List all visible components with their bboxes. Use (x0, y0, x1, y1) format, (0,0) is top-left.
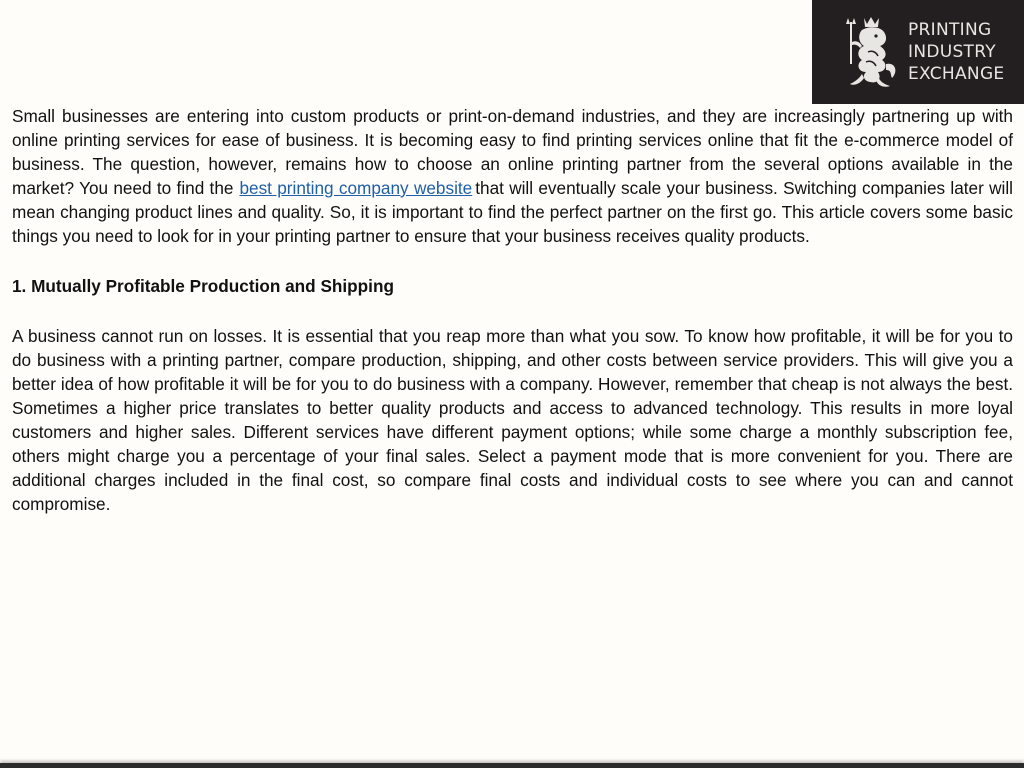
best-printing-company-link[interactable]: best printing company website (239, 178, 473, 198)
heraldic-lion-icon (842, 12, 902, 92)
printing-industry-exchange-logo[interactable] (812, 0, 1024, 104)
logo-line-3: EXCHANGE (908, 64, 1005, 84)
intro-text-part-2: that will eventually scale your business. Switching companies later will mean changing product lines and quality. So, it is important to find the perfect partner on the first go. This article covers some basic things you need to look for in your printing partner to ensure that your business receives quality products. (12, 178, 1013, 246)
section-1-paragraph: A business cannot run on losses. It is essential that you reap more than what you sow. To know how profitable, it will be for you to do business with a printing partner, compare production, shipping, and other costs between service providers. This will give you a better idea of how profitable it will be for you to do business with a company. However, remember that cheap is not always the best. Sometimes a higher price translates to better quality products and access to advanced technology. This results in more loyal customers and higher sales. Different services have different payment options; while some charge a monthly subscription fee, others might charge you a percentage of your final sales. Select a payment mode that is more convenient for you. There are additional charges included in the final cost, so compare final costs and individual costs to see where you can and cannot compromise. (12, 326, 1013, 514)
intro-paragraph (12, 104, 1013, 248)
paragraph-spacer (12, 248, 1013, 274)
intro-text-part-1: Small businesses are entering into custom products or print-on-demand industries, and they are increasingly partnering up with online printing services for ease of business. It is becoming easy to find printing services online that fit the e-commerce model of business. The question, however, remains how to choose an online printing partner from the several options available in the market? You need to find the (12, 106, 1013, 198)
section-1-heading: 1. Mutually Profitable Production and Shipping (12, 276, 394, 296)
logo-line-1: PRINTING (908, 20, 992, 40)
article-body (12, 104, 1013, 516)
paragraph-spacer (12, 298, 1013, 324)
logo-line-2: INDUSTRY (908, 42, 996, 62)
bottom-divider (0, 763, 1024, 768)
logo-wordmark (908, 19, 1004, 85)
